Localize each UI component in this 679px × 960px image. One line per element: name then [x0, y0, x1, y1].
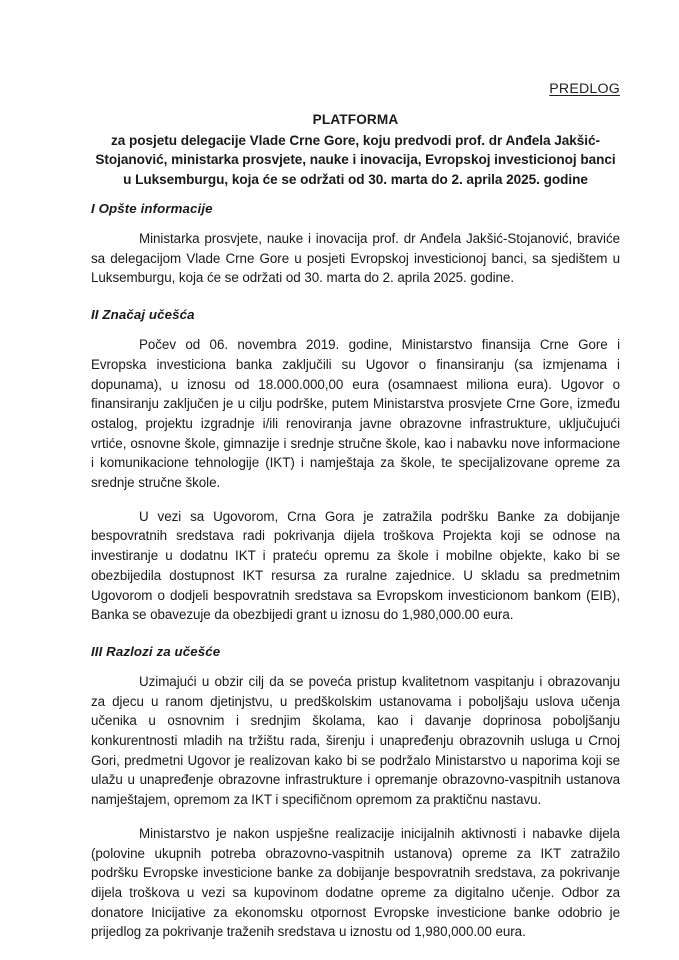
- spacer: [91, 323, 620, 335]
- section-2-paragraph-1: Počev od 06. novembra 2019. godine, Ministarstvo finansija Crne Gore i Evropska investiciona banka zaključili su Ugovor o finansiranju (sa izmjenama i dopunama), u iznosu od 18.000.000,00 eura (osamnaest miliona eura). Ugovor o finansiranju zaključen je u cilju podrške, putem Ministarstva prosvjete Crne Gore, između ostalog, projektu izgradnje i/ili renoviranja javne obrazovne infrastrukture, uključujući vrtiće, osnovne škole, gimnazije i srednje stručne škole, kao i nabavku nove informacione i komunikacione tehnologije (IKT) i namještaja za škole, te specijalizovane opreme za srednje stručne škole.: [91, 337, 620, 491]
- spacer: [91, 660, 620, 672]
- document-title: PLATFORMA: [312, 112, 399, 127]
- header-mark-predlog: PREDLOG: [549, 81, 620, 97]
- spacer: [91, 625, 620, 643]
- section-heading-1: I Opšte informacije: [91, 201, 213, 216]
- spacer: [91, 493, 620, 507]
- section-1-paragraph-1: Ministarka prosvjete, nauke i inovacija prof. dr Anđela Jakšić-Stojanović, braviće sa delegacijom Vlade Crne Gore u posjeti Evropskoj investicionoj banci, sa sjedištem u Luksemburgu, koja će se održati od 30. marta do 2. aprila 2025. godine.: [91, 231, 620, 286]
- document-body: [91, 200, 620, 942]
- section-heading-2: II Značaj učešća: [91, 307, 195, 323]
- document-subtitle: za posjetu delegacije Vlade Crne Gore, koju predvodi prof. dr Anđela Jakšić-Stojanović, ministarka prosvjete, nauke i inovacija, Evropskoj investicionoj banci u Luksemburgu, koja će se održati od 30. marta do 2. aprila 2025. godine: [95, 132, 616, 187]
- spacer: [91, 288, 620, 306]
- section-3-paragraph-1: Uzimajući u obzir cilj da se poveća pristup kvalitetnom vaspitanju i obrazovanju za djecu u ranom djetinjstvu, u predškolskim ustanovama i poboljšaju uslova učenja učenika u osnovnim i srednjim školama, kao i davanje doprinosa poboljšanju konkurentnosti mladih na tržištu rada, širenju i unapređenju obrazovnih usluga u Crnoj Gori, predmetni Ugovor je realizovan kako bi se podržalo Ministarstvo u naporima koji se ulažu u unapređenje obrazovne infrastrukture i opremanje obrazovno-vaspitnih ustanova namještajem, opremom za IKT i specifičnom opremom za praktičnu nastavu.: [91, 673, 620, 808]
- section-3-paragraph-2: Ministarstvo je nakon uspješne realizacije inicijalnih aktivnosti i nabavke dijela (polovine ukupnih potreba obrazovno-vaspitnih ustanova) opreme za IKT zatražilo podršku Evropske investicione banke za dobijanje bespovratnih sredstava, za pokrivanje dijela troškova u vezi sa kupovinom dodatne opreme za digitalno učenje. Odbor za donatore Inicijative za ekonomsku otpornost Evropske investicione banke odobrio je prijedlog za pokrivanje traženih sredstava u iznostu od 1,980,000.00 eura.: [91, 825, 620, 940]
- document-title-block: [91, 110, 620, 189]
- spacer: [91, 217, 620, 229]
- section-2-paragraph-2: U vezi sa Ugovorom, Crna Gora je zatražila podršku Banke za dobijanje bespovratnih sredstava radi pokrivanja dijela troškova Projekta koji se odnose na investiranje u dodatnu IKT i prateću opremu za škole i mobilne objekte, kako bi se obezbijedila dostupnost IKT resursa za ruralne zajednice. U skladu sa predmetnim Ugovorom o dodjeli bespovratnih sredstava sa Evropskom investicionom bankom (EIB), Banka se obavezuje da obezbijedi grant u iznosu do 1,980,000.00 eura.: [91, 508, 620, 623]
- spacer: [91, 810, 620, 824]
- section-heading-3: III Razlozi za učešće: [91, 643, 221, 659]
- header-mark-row: [91, 80, 620, 98]
